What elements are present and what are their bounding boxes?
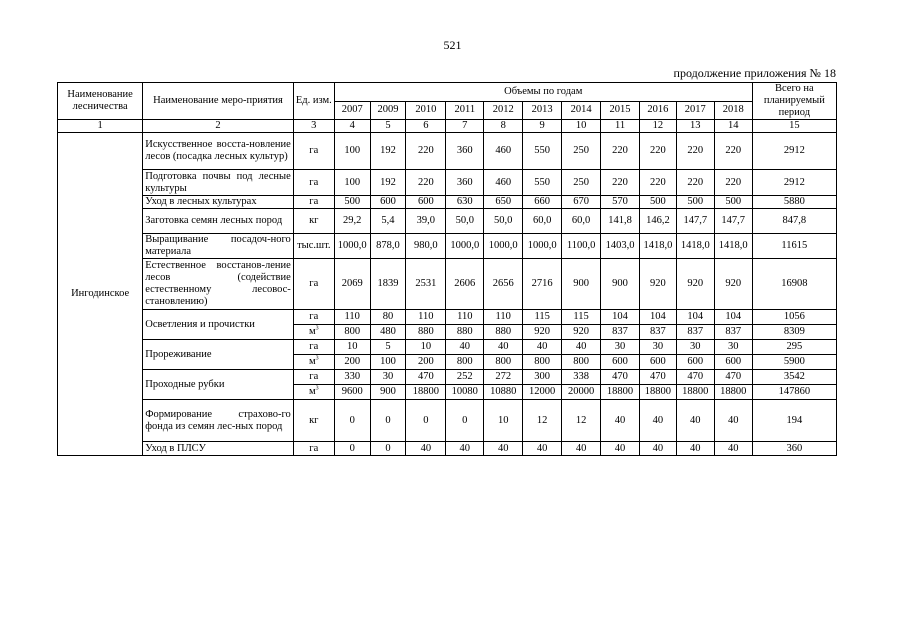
value-cell: 272	[484, 370, 523, 385]
value-cell: 104	[676, 310, 714, 325]
header-year: 2016	[640, 101, 677, 120]
unit-cell	[293, 310, 334, 325]
value-cell: 500	[676, 196, 714, 209]
unit-text: га	[309, 176, 319, 188]
total-cell: 194	[752, 400, 836, 442]
value-cell: 200	[334, 355, 370, 370]
value-cell: 920	[640, 259, 677, 310]
header-unit: Ед. изм.	[293, 83, 334, 120]
activity-name: Подготовка почвы под лесные культуры	[143, 170, 294, 196]
value-cell: 0	[446, 400, 484, 442]
value-cell: 837	[601, 325, 640, 340]
header-year: 2012	[484, 101, 523, 120]
unit-superscript: 3	[315, 325, 319, 332]
column-number: 14	[714, 120, 752, 133]
unit-text: га	[309, 442, 319, 454]
value-cell: 2716	[523, 259, 562, 310]
header-year: 2007	[334, 101, 370, 120]
value-cell: 470	[676, 370, 714, 385]
column-number: 13	[676, 120, 714, 133]
header-forestry: Наименование лесничества	[58, 83, 143, 120]
unit-superscript: 3	[315, 385, 319, 392]
total-cell: 847,8	[752, 209, 836, 234]
value-cell: 110	[446, 310, 484, 325]
value-cell: 60,0	[523, 209, 562, 234]
value-cell: 12	[562, 400, 601, 442]
value-cell: 20000	[562, 385, 601, 400]
value-cell: 220	[640, 133, 677, 170]
unit-cell	[293, 442, 334, 456]
value-cell: 470	[640, 370, 677, 385]
total-cell: 1056	[752, 310, 836, 325]
value-cell: 220	[676, 170, 714, 196]
value-cell: 141,8	[601, 209, 640, 234]
value-cell: 600	[714, 355, 752, 370]
value-cell: 900	[562, 259, 601, 310]
value-cell: 660	[523, 196, 562, 209]
value-cell: 570	[601, 196, 640, 209]
value-cell: 837	[676, 325, 714, 340]
unit-cell	[293, 209, 334, 234]
value-cell: 360	[446, 170, 484, 196]
value-cell: 500	[640, 196, 677, 209]
activity-name: Формирование страхово-го фонда из семян лес-ных пород	[143, 400, 294, 442]
page-number: 521	[443, 38, 462, 52]
value-cell: 920	[562, 325, 601, 340]
table-body	[58, 133, 837, 456]
activity-name: Естественное восстанов-ление лесов (содействие естественному лесовос-становлению)	[143, 259, 294, 310]
value-cell: 330	[334, 370, 370, 385]
value-cell: 1839	[370, 259, 406, 310]
value-cell: 878,0	[370, 234, 406, 259]
value-cell: 104	[601, 310, 640, 325]
value-cell: 500	[714, 196, 752, 209]
column-number: 7	[446, 120, 484, 133]
header-year: 2017	[676, 101, 714, 120]
value-cell: 18800	[640, 385, 677, 400]
unit-cell	[293, 133, 334, 170]
value-cell: 104	[714, 310, 752, 325]
header-volumes: Объемы по годам	[334, 83, 752, 102]
value-cell: 10080	[446, 385, 484, 400]
value-cell: 39,0	[406, 209, 446, 234]
value-cell: 480	[370, 325, 406, 340]
value-cell: 40	[562, 442, 601, 456]
header-year: 2018	[714, 101, 752, 120]
table-row	[58, 370, 837, 385]
value-cell: 1418,0	[714, 234, 752, 259]
value-cell: 470	[714, 370, 752, 385]
total-cell: 3542	[752, 370, 836, 385]
value-cell: 880	[484, 325, 523, 340]
value-cell: 10880	[484, 385, 523, 400]
value-cell: 250	[562, 133, 601, 170]
table-row	[58, 209, 837, 234]
unit-text: м	[308, 356, 316, 367]
value-cell: 40	[562, 340, 601, 355]
value-cell: 60,0	[562, 209, 601, 234]
value-cell: 40	[523, 340, 562, 355]
total-cell: 8309	[752, 325, 836, 340]
table-row	[58, 133, 837, 170]
value-cell: 300	[523, 370, 562, 385]
value-cell: 220	[601, 133, 640, 170]
value-cell: 50,0	[484, 209, 523, 234]
value-cell: 920	[714, 259, 752, 310]
value-cell: 40	[676, 400, 714, 442]
value-cell: 18800	[714, 385, 752, 400]
value-cell: 0	[406, 400, 446, 442]
value-cell: 900	[601, 259, 640, 310]
unit-cell	[293, 259, 334, 310]
value-cell: 100	[334, 170, 370, 196]
value-cell: 12000	[523, 385, 562, 400]
value-cell: 147,7	[676, 209, 714, 234]
unit-text: тыс.шт.	[297, 240, 331, 251]
forestry-name: Ингодинское	[58, 133, 143, 456]
total-cell: 2912	[752, 170, 836, 196]
value-cell: 30	[640, 340, 677, 355]
value-cell: 220	[640, 170, 677, 196]
value-cell: 10	[484, 400, 523, 442]
value-cell: 40	[406, 442, 446, 456]
unit-cell	[293, 400, 334, 442]
value-cell: 30	[676, 340, 714, 355]
value-cell: 220	[714, 133, 752, 170]
value-cell: 1418,0	[676, 234, 714, 259]
header-year: 2014	[562, 101, 601, 120]
unit-cell	[293, 355, 334, 370]
value-cell: 470	[601, 370, 640, 385]
value-cell: 10	[406, 340, 446, 355]
value-cell: 1000,0	[523, 234, 562, 259]
value-cell: 338	[562, 370, 601, 385]
value-cell: 147,7	[714, 209, 752, 234]
value-cell: 600	[370, 196, 406, 209]
activity-name: Прореживание	[143, 340, 294, 370]
total-cell: 5900	[752, 355, 836, 370]
column-number: 15	[752, 120, 836, 133]
table-row	[58, 442, 837, 456]
value-cell: 1403,0	[601, 234, 640, 259]
activity-name: Уход в лесных культурах	[143, 196, 294, 209]
value-cell: 30	[370, 370, 406, 385]
value-cell: 600	[640, 355, 677, 370]
value-cell: 2656	[484, 259, 523, 310]
header-total: Всего на планируемый период	[752, 83, 836, 120]
value-cell: 0	[370, 400, 406, 442]
unit-cell	[293, 385, 334, 400]
table-row	[58, 234, 837, 259]
header-year: 2010	[406, 101, 446, 120]
unit-text: м	[308, 386, 316, 397]
value-cell: 30	[714, 340, 752, 355]
total-cell: 295	[752, 340, 836, 355]
value-cell: 220	[601, 170, 640, 196]
value-cell: 40	[523, 442, 562, 456]
value-cell: 100	[334, 133, 370, 170]
value-cell: 192	[370, 133, 406, 170]
value-cell: 10	[334, 340, 370, 355]
value-cell: 110	[334, 310, 370, 325]
value-cell: 1000,0	[484, 234, 523, 259]
value-cell: 18800	[406, 385, 446, 400]
header-activity: Наименование меро-приятия	[143, 83, 294, 120]
table-header	[58, 83, 837, 133]
value-cell: 920	[523, 325, 562, 340]
value-cell: 115	[562, 310, 601, 325]
column-number: 9	[523, 120, 562, 133]
value-cell: 2069	[334, 259, 370, 310]
column-number: 5	[370, 120, 406, 133]
value-cell: 40	[446, 442, 484, 456]
value-cell: 40	[640, 442, 677, 456]
unit-text: м	[308, 326, 316, 337]
column-number: 11	[601, 120, 640, 133]
value-cell: 600	[676, 355, 714, 370]
value-cell: 880	[446, 325, 484, 340]
unit-cell	[293, 196, 334, 209]
value-cell: 115	[523, 310, 562, 325]
value-cell: 110	[406, 310, 446, 325]
header-year: 2009	[370, 101, 406, 120]
total-cell: 11615	[752, 234, 836, 259]
column-number: 4	[334, 120, 370, 133]
table-row	[58, 400, 837, 442]
unit-cell	[293, 170, 334, 196]
value-cell: 800	[484, 355, 523, 370]
value-cell: 146,2	[640, 209, 677, 234]
column-number: 12	[640, 120, 677, 133]
value-cell: 40	[714, 442, 752, 456]
value-cell: 800	[446, 355, 484, 370]
total-cell: 360	[752, 442, 836, 456]
column-number: 8	[484, 120, 523, 133]
value-cell: 800	[334, 325, 370, 340]
value-cell: 9600	[334, 385, 370, 400]
unit-text: га	[309, 341, 319, 352]
value-cell: 5,4	[370, 209, 406, 234]
value-cell: 837	[640, 325, 677, 340]
value-cell: 600	[601, 355, 640, 370]
value-cell: 5	[370, 340, 406, 355]
value-cell: 837	[714, 325, 752, 340]
value-cell: 650	[484, 196, 523, 209]
value-cell: 1000,0	[334, 234, 370, 259]
value-cell: 460	[484, 170, 523, 196]
value-cell: 1418,0	[640, 234, 677, 259]
activity-name: Уход в ПЛСУ	[143, 442, 294, 456]
table-row	[58, 340, 837, 355]
value-cell: 0	[334, 442, 370, 456]
activity-name: Проходные рубки	[143, 370, 294, 400]
unit-text: га	[309, 278, 319, 289]
total-cell: 5880	[752, 196, 836, 209]
value-cell: 252	[446, 370, 484, 385]
value-cell: 40	[676, 442, 714, 456]
value-cell: 2606	[446, 259, 484, 310]
value-cell: 0	[370, 442, 406, 456]
value-cell: 900	[370, 385, 406, 400]
value-cell: 40	[484, 442, 523, 456]
value-cell: 40	[601, 442, 640, 456]
value-cell: 40	[446, 340, 484, 355]
unit-text: кг	[309, 414, 319, 426]
table-row	[58, 259, 837, 310]
column-number: 6	[406, 120, 446, 133]
column-number: 10	[562, 120, 601, 133]
value-cell: 630	[446, 196, 484, 209]
value-cell: 40	[484, 340, 523, 355]
value-cell: 500	[334, 196, 370, 209]
value-cell: 800	[562, 355, 601, 370]
value-cell: 104	[640, 310, 677, 325]
unit-cell	[293, 325, 334, 340]
column-numbers-row	[58, 120, 837, 133]
value-cell: 0	[334, 400, 370, 442]
value-cell: 30	[601, 340, 640, 355]
table-row	[58, 170, 837, 196]
value-cell: 50,0	[446, 209, 484, 234]
value-cell: 110	[484, 310, 523, 325]
value-cell: 550	[523, 170, 562, 196]
value-cell: 12	[523, 400, 562, 442]
table-row	[58, 196, 837, 209]
activities-table	[57, 82, 837, 456]
table-row	[58, 310, 837, 325]
value-cell: 670	[562, 196, 601, 209]
value-cell: 920	[676, 259, 714, 310]
value-cell: 192	[370, 170, 406, 196]
column-number: 3	[293, 120, 334, 133]
total-cell: 147860	[752, 385, 836, 400]
header-year: 2015	[601, 101, 640, 120]
value-cell: 18800	[676, 385, 714, 400]
value-cell: 2531	[406, 259, 446, 310]
value-cell: 200	[406, 355, 446, 370]
value-cell: 550	[523, 133, 562, 170]
total-cell: 2912	[752, 133, 836, 170]
unit-text: га	[309, 196, 319, 207]
value-cell: 880	[406, 325, 446, 340]
unit-cell	[293, 370, 334, 385]
value-cell: 40	[640, 400, 677, 442]
value-cell: 220	[676, 133, 714, 170]
header-year: 2013	[523, 101, 562, 120]
value-cell: 29,2	[334, 209, 370, 234]
activity-name: Выращивание посадоч-ного материала	[143, 234, 294, 259]
value-cell: 18800	[601, 385, 640, 400]
value-cell: 80	[370, 310, 406, 325]
value-cell: 220	[406, 170, 446, 196]
unit-superscript: 3	[315, 355, 319, 362]
value-cell: 980,0	[406, 234, 446, 259]
column-number: 2	[143, 120, 294, 133]
unit-text: га	[309, 371, 319, 382]
unit-text: га	[309, 311, 319, 322]
activity-name: Осветления и прочистки	[143, 310, 294, 340]
value-cell: 1100,0	[562, 234, 601, 259]
continuation-note: продолжение приложения № 18	[673, 66, 836, 80]
value-cell: 100	[370, 355, 406, 370]
activity-name: Искусственное восста-новление лесов (посадка лесных культур)	[143, 133, 294, 170]
value-cell: 40	[714, 400, 752, 442]
unit-cell	[293, 234, 334, 259]
value-cell: 460	[484, 133, 523, 170]
unit-text: га	[309, 145, 319, 156]
value-cell: 800	[523, 355, 562, 370]
value-cell: 360	[446, 133, 484, 170]
value-cell: 220	[714, 170, 752, 196]
column-number: 1	[58, 120, 143, 133]
header-year: 2011	[446, 101, 484, 120]
value-cell: 470	[406, 370, 446, 385]
value-cell: 250	[562, 170, 601, 196]
value-cell: 40	[601, 400, 640, 442]
value-cell: 1000,0	[446, 234, 484, 259]
unit-text: кг	[309, 215, 319, 226]
value-cell: 220	[406, 133, 446, 170]
value-cell: 600	[406, 196, 446, 209]
total-cell: 16908	[752, 259, 836, 310]
unit-cell	[293, 340, 334, 355]
activity-name: Заготовка семян лесных пород	[143, 209, 294, 234]
